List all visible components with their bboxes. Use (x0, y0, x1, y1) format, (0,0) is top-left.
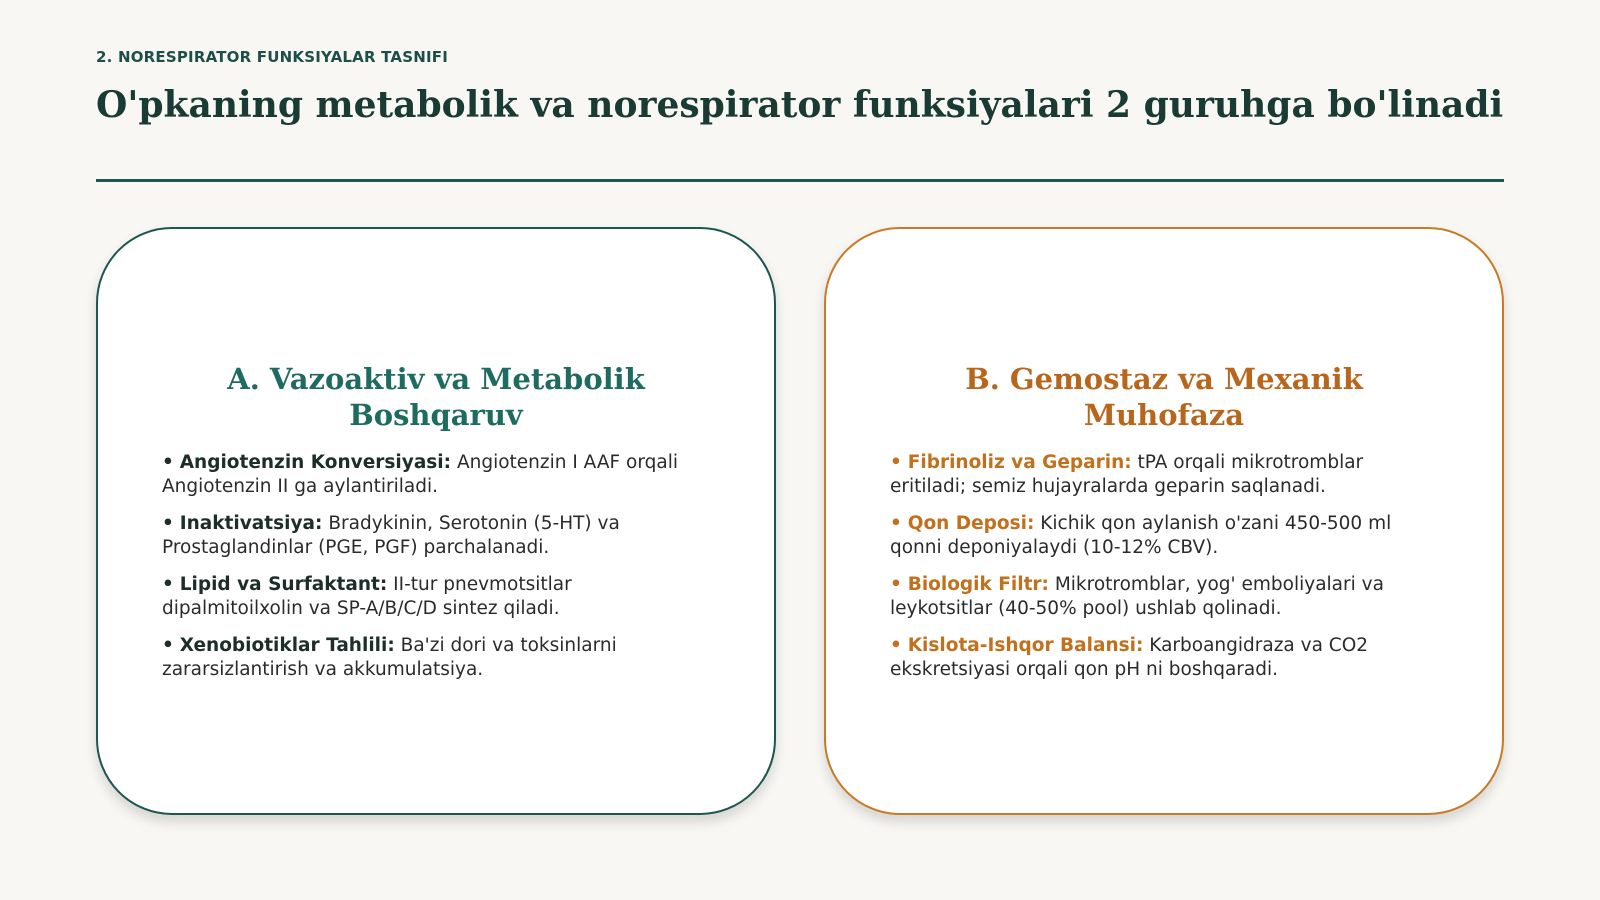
card-title: B. Gemostaz va Mexanik Muhofaza (965, 361, 1363, 432)
card-item-list (162, 451, 710, 682)
page-title: O'pkaning metabolik va norespirator funksiyalari 2 guruhga bo'linadi (96, 84, 1504, 126)
bullet-icon: • (162, 573, 174, 595)
bullet-icon: • (162, 451, 174, 473)
card-vasoactive-metabolic (96, 227, 776, 815)
list-item (162, 451, 710, 499)
list-item (890, 634, 1438, 682)
bullet-icon: • (890, 573, 902, 595)
list-item (890, 512, 1438, 560)
item-term: Inaktivatsiya: (179, 512, 323, 534)
bullet-icon: • (162, 634, 174, 656)
item-term: Kislota-Ishqor Balansi: (907, 634, 1144, 656)
list-item (162, 573, 710, 621)
item-term: Fibrinoliz va Geparin: (907, 451, 1132, 473)
item-text: tPA orqali mikrotromblar eritiladi; semiz hujayralarda geparin saqlanadi. (890, 451, 1364, 497)
list-item (890, 573, 1438, 621)
item-term: Biologik Filtr: (907, 573, 1049, 595)
item-text: Mikrotromblar, yog' emboliyalari va leykotsitlar (40-50% pool) ushlab qolinadi. (890, 573, 1384, 619)
section-label: 2. NORESPIRATOR FUNKSIYALAR TASNIFI (96, 48, 448, 66)
item-term: Qon Deposi: (907, 512, 1035, 534)
bullet-icon: • (890, 512, 902, 534)
list-item (890, 451, 1438, 499)
item-text: Ba'zi dori va toksinlarni zararsizlantirish va akkumulatsiya. (162, 634, 617, 680)
bullet-icon: • (162, 512, 174, 534)
item-term: Angiotenzin Konversiyasi: (179, 451, 452, 473)
bullet-icon: • (890, 634, 902, 656)
item-term: Lipid va Surfaktant: (179, 573, 388, 595)
item-text: II-tur pnevmotsitlar dipalmitoilxolin va SP-A/B/C/D sintez qiladi. (162, 573, 572, 619)
list-item (162, 634, 710, 682)
card-item-list (890, 451, 1438, 682)
card-hemostasis-mechanical (824, 227, 1504, 815)
bullet-icon: • (890, 451, 902, 473)
item-text: Karboangidraza va CO2 ekskretsiyasi orqali qon pH ni boshqaradi. (890, 634, 1369, 680)
item-text: Kichik qon aylanish o'zani 450-500 ml qonni deponiyalaydi (10-12% CBV). (890, 512, 1392, 558)
card-title: A. Vazoaktiv va Metabolik Boshqaruv (227, 361, 645, 432)
list-item (162, 512, 710, 560)
item-term: Xenobiotiklar Tahlili: (179, 634, 395, 656)
title-divider (96, 179, 1504, 182)
item-text: Bradykinin, Serotonin (5-HT) va Prostaglandinlar (PGE, PGF) parchalanadi. (162, 512, 620, 558)
item-text: Angiotenzin I AAF orqali Angiotenzin II ga aylantiriladi. (162, 451, 678, 497)
